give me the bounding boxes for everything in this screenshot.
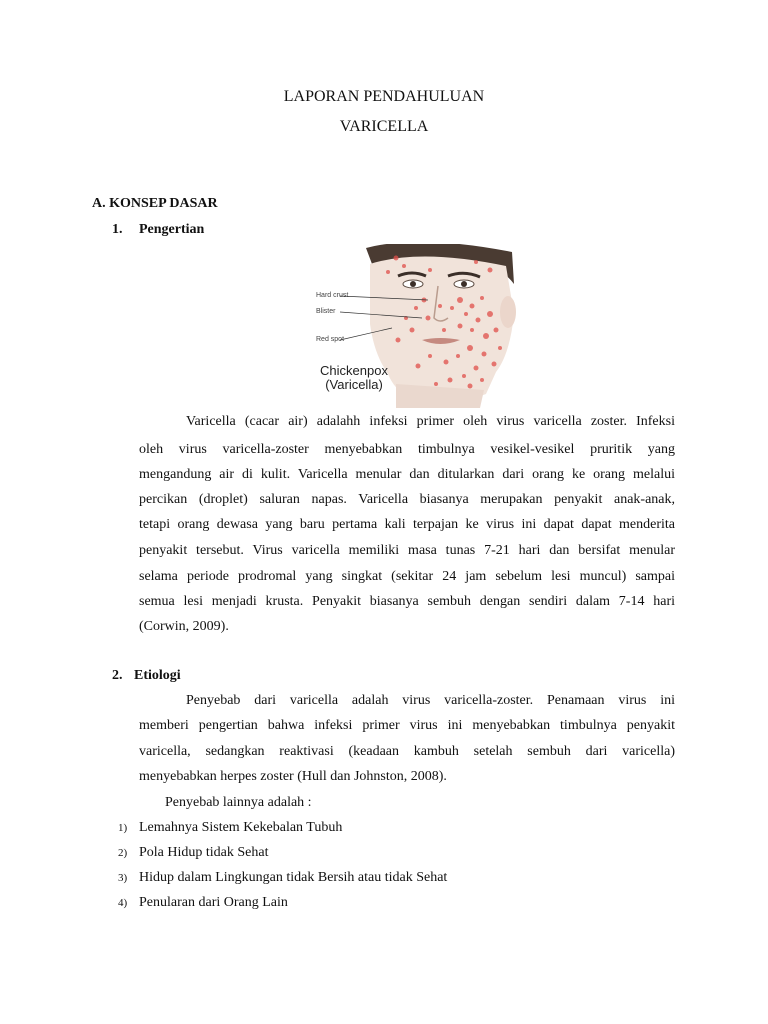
pengertian-line: oleh virus varicella-zoster menyebabkan timbulnya vesikel-vesikel pruritik yang: [139, 442, 675, 457]
caption-line-1: Chickenpox: [320, 363, 388, 378]
etiologi-line: Penyebab dari varicella adalah virus varicella-zoster. Penamaan virus ini: [186, 693, 675, 708]
etiologi-intro: Penyebab lainnya adalah :: [165, 795, 312, 810]
list-number: 2): [118, 847, 128, 859]
list-number: 3): [118, 872, 128, 884]
list-item: Penularan dari Orang Lain: [139, 895, 288, 910]
label-blister: Blister: [316, 308, 336, 315]
list-item: Pola Hidup tidak Sehat: [139, 845, 269, 860]
pengertian-line: percikan (droplet) saluran napas. Varicella biasanya merupakan penyakit anak-anak,: [139, 492, 675, 507]
list-number: 4): [118, 897, 128, 909]
pengertian-line: penyakit tersebut. Virus varicella memiliki masa tunas 7-21 hari dan bersifat menular: [139, 543, 675, 558]
etiologi-line: menyebabkan herpes zoster (Hull dan Johnston, 2008).: [139, 769, 447, 784]
label-hard-crust: Hard crust: [316, 292, 349, 299]
pengertian-line: mengandung air di kulit. Varicella menular dan ditularkan dari orang ke orang melalui: [139, 467, 675, 482]
pengertian-line: tetapi orang dewasa yang baru pertama kali terpajan ke virus ini dapat dapat menderita: [139, 517, 675, 532]
subsection-heading-pengertian: Pengertian: [139, 222, 205, 237]
list-number: 1): [118, 822, 128, 834]
pengertian-line: selama periode prodromal yang singkat (sekitar 24 jam sebelum lesi muncul) sampai: [139, 569, 675, 584]
list-item: Hidup dalam Lingkungan tidak Bersih atau tidak Sehat: [139, 870, 448, 885]
subsection-heading-etiologi: Etiologi: [134, 668, 181, 683]
pengertian-line: Varicella (cacar air) adalahh infeksi primer oleh virus varicella zoster. Infeksi: [186, 414, 675, 429]
etiologi-line: varicella, sedangkan reaktivasi (keadaan kambuh setelah sembuh dari varicella): [139, 744, 675, 759]
chickenpox-figure: [300, 244, 518, 408]
label-red-spot: Red spot: [316, 336, 345, 343]
pengertian-line: (Corwin, 2009).: [139, 619, 229, 634]
document-subtitle: VARICELLA: [339, 118, 429, 135]
section-heading-konsep-dasar: A. KONSEP DASAR: [92, 196, 218, 211]
pengertian-line: semua lesi menjadi krusta. Penyakit biasanya sembuh dengan sendiri dalam 7-14 hari: [139, 594, 675, 609]
etiologi-line: memberi pengertian bahwa infeksi primer virus ini menyebabkan timbulnya penyakit: [139, 718, 675, 733]
subsection-number-etiologi: 2.: [112, 668, 123, 683]
document-title: LAPORAN PENDAHULUAN: [283, 88, 485, 105]
caption-line-2: (Varicella): [325, 377, 383, 392]
figure-caption: [300, 364, 408, 392]
list-item: Lemahnya Sistem Kekebalan Tubuh: [139, 820, 343, 835]
subsection-number-pengertian: 1.: [112, 222, 123, 237]
